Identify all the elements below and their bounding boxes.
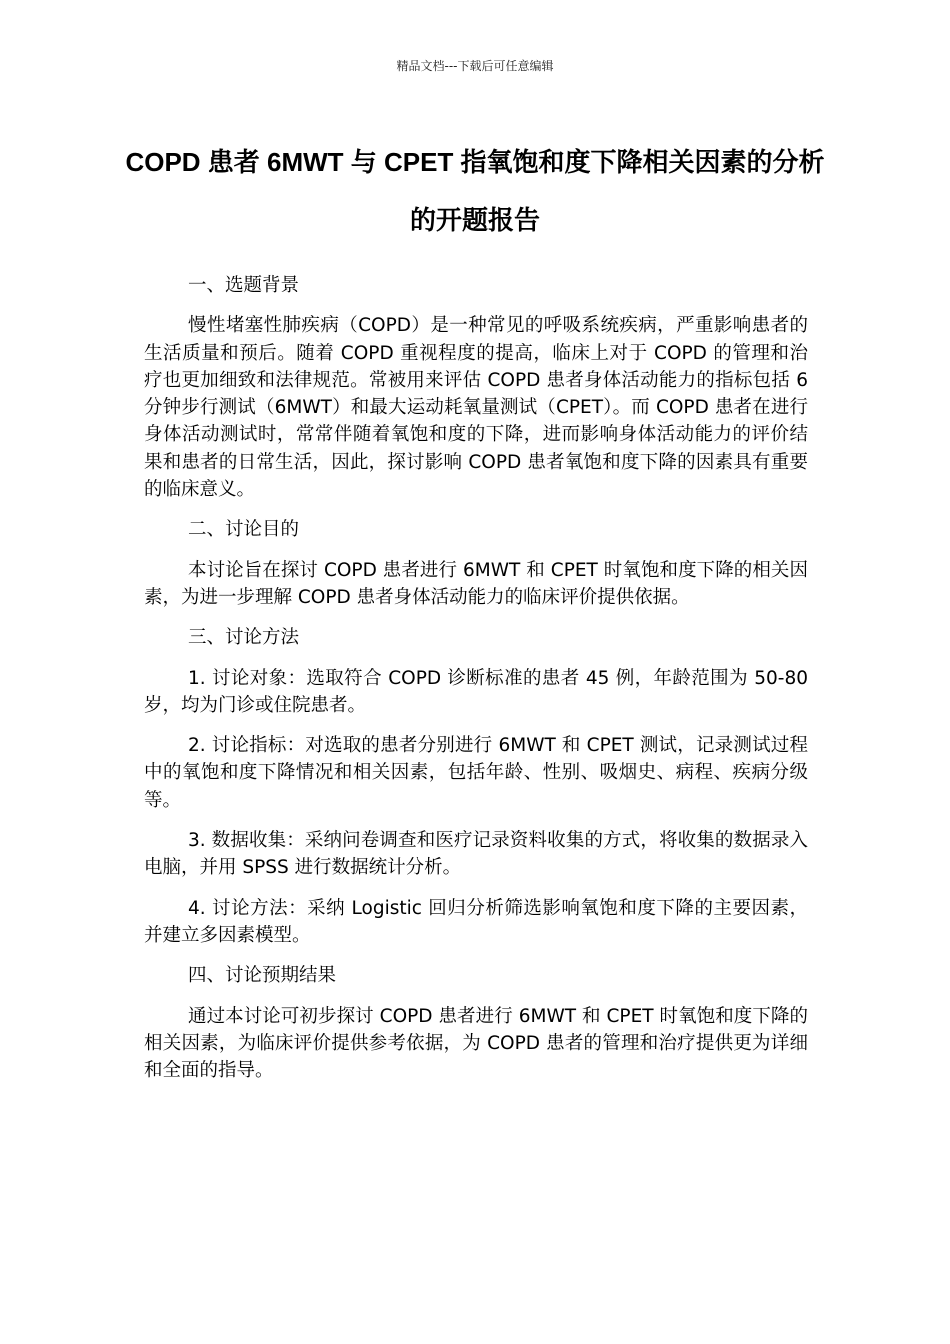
section-heading-methods: 三、讨论方法 [188,627,300,649]
section-heading-background: 一、选题背景 [188,275,300,296]
paragraph-method-subjects: 1. 讨论对象：选取符合 COPD 诊断标准的患者 45 例，年龄范围为 50-80 岁，均为门诊或住院患者。 [144,667,808,716]
document-title: COPD 患者 6MWT 与 CPET 指氧饱和度下降相关因素的分析的开题报告 [125,147,825,235]
paragraph-method-data-collection: 3. 数据收集：采纳问卷调查和医疗记录资料收集的方式，将收集的数据录入电脑，并用 SPSS 进行数据统计分析。 [144,830,808,879]
document-body [144,272,808,1097]
paragraph-background: 慢性堵塞性肺疾病（COPD）是一种常见的呼吸系统疾病，严重影响患者的生活质量和预后。随着 COPD 重视程度的提高，临床上对于 COPD 的管理和治疗也更加细致和法律规范。常被用来评估 COPD 患者身体活动能力的指标包括 6 分钟步行测试（6MWT）和最大运动耗氧量测试（CPET）。而 COPD 患者在进行身体活动测试时，常常伴随着氧饱和度的下降，进而影响身体活动能力的评价结果和患者的日常生活，因此，探讨影响 COPD 患者氧饱和度下降的因素具有重要的临床意义。 [144,315,808,501]
section-heading-purpose: 二、讨论目的 [188,519,300,541]
paragraph-expected-results: 通过本讨论可初步探讨 COPD 患者进行 6MWT 和 CPET 时氧饱和度下降的相关因素，为临床评价提供参考依据，为 COPD 患者的管理和治疗提供更为详细和全面的指导。 [144,1005,808,1082]
paragraph-method-indicators: 2. 讨论指标：对选取的患者分别进行 6MWT 和 CPET 测试，记录测试过程中的氧饱和度下降情况和相关因素，包括年龄、性别、吸烟史、病程、疾病分级等。 [144,735,808,811]
paragraph-purpose: 本讨论旨在探讨 COPD 患者进行 6MWT 和 CPET 时氧饱和度下降的相关因素，为进一步理解 COPD 患者身体活动能力的临床评价提供依据。 [144,559,808,608]
paragraph-method-analysis: 4. 讨论方法：采纳 Logistic 回归分析筛选影响氧饱和度下降的主要因素，并建立多因素模型。 [144,897,808,946]
section-heading-expected-results: 四、讨论预期结果 [188,965,337,987]
page-header: 精品文档---下载后可任意编辑 [396,59,554,73]
